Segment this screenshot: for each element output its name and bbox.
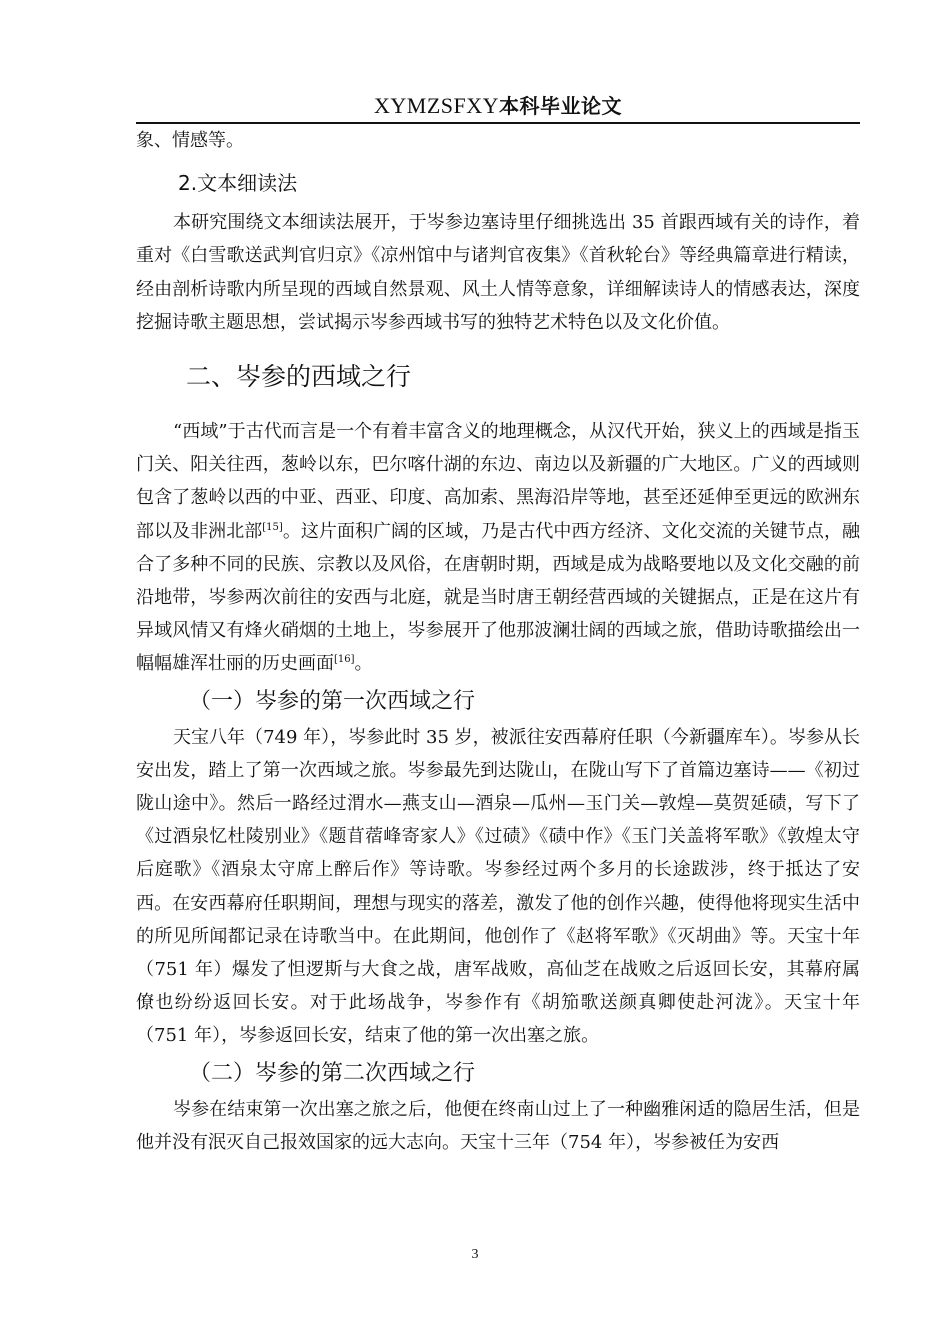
citation-16: [16]	[334, 654, 355, 666]
header-chinese: 本科毕业论文	[499, 94, 623, 118]
header-latin: XYMZSFXY	[373, 93, 500, 118]
header-title	[374, 93, 622, 118]
first-journey-paragraph: 天宝八年（749 年），岑参此时 35 岁，被派往安西幕府任职（今新疆库车）。岑参从长安出发，踏上了第一次西域之旅。岑参最先到达陇山，在陇山写下了首篇边塞诗——《初过陇山途中》。然后一路经过渭水—燕支山—酒泉—瓜州—玉门关—敦煌—莫贺延碛，写下了《过酒泉忆杜陵别业》《题苜蓿峰寄家人》《过碛》《碛中作》《玉门关盖将军歌》《敦煌太守后庭歌》《酒泉太守席上醉后作》等诗歌。岑参经过两个多月的长途跋涉，终于抵达了安西。在安西幕府任职期间，理想与现实的落差，激发了他的创作兴趣，使得他将现实生活中的所见所闻都记录在诗歌当中。在此期间，他创作了《赵将军歌》《灭胡曲》等。天宝十年（751 年）爆发了怛逻斯与大食之战，唐军战败，高仙芝在战败之后返回长安，其幕府属僚也纷纷返回长安。对于此场战争，岑参作有《胡笳歌送颜真卿使赴河泷》。天宝十年（751 年），岑参返回长安，结束了他的第一次出塞之旅。	[136, 726, 860, 1047]
intro-text-2: 。这片面积广阔的区域，乃是古代中西方经济、文化交流的关键节点，融合了多种不同的民族、宗教以及风俗，在唐朝时期，西域是成为战略要地以及文化交融的前沿地带，岑参两次前往的安西与北庭，就是当时唐王朝经营西域的关键据点，正是在这片有异域风情又有烽火硝烟的土地上，岑参展开了他那波澜壮阔的西域之旅，借助诗歌描绘出一幅幅雄浑壮丽的历史画面	[136, 520, 860, 675]
chapter-intro-paragraph	[136, 415, 860, 681]
continued-fragment: 象、情感等。	[136, 130, 244, 151]
method-paragraph: 本研究围绕文本细读法展开，于岑参边塞诗里仔细挑选出 35 首跟西域有关的诗作，着重对《白雪歌送武判官归京》《凉州馆中与诸判官夜集》《首秋轮台》等经典篇章进行精读，经由剖析诗歌内所呈现的西域自然景观、风土人情等意象，详细解读诗人的情感表达，深度挖掘诗歌主题思想，尝试揭示岑参西域书写的独特艺术特色以及文化价值。	[136, 212, 860, 333]
running-header	[136, 92, 860, 124]
page-number: 3	[471, 1247, 479, 1262]
second-journey-heading: （二）岑参的第二次西域之行	[189, 1060, 476, 1086]
first-journey-heading: （一）岑参的第一次西域之行	[189, 688, 476, 714]
intro-text-1: “西域”于古代而言是一个有着丰富含义的地理概念，从汉代开始，狭义上的西域是指玉门关、阳关往西，葱岭以东，巴尔喀什湖的东边、南边以及新疆的广大地区。广义的西域则包含了葱岭以西的中亚、西亚、印度、高加索、黑海沿岸等地，甚至还延伸至更远的欧洲东部以及非洲北部	[136, 421, 860, 542]
citation-15: [15]	[262, 521, 283, 533]
chapter-heading: 二、岑参的西域之行	[186, 362, 412, 392]
method-heading: 2.文本细读法	[178, 171, 298, 196]
document-body	[136, 124, 860, 1159]
intro-text-3: 。	[354, 653, 373, 675]
second-journey-paragraph: 岑参在结束第一次出塞之旅之后，他便在终南山过上了一种幽雅闲适的隐居生活，但是他并没有泯灭自己报效国家的远大志向。天宝十三年（754 年），岑参被任为安西	[136, 1098, 860, 1153]
